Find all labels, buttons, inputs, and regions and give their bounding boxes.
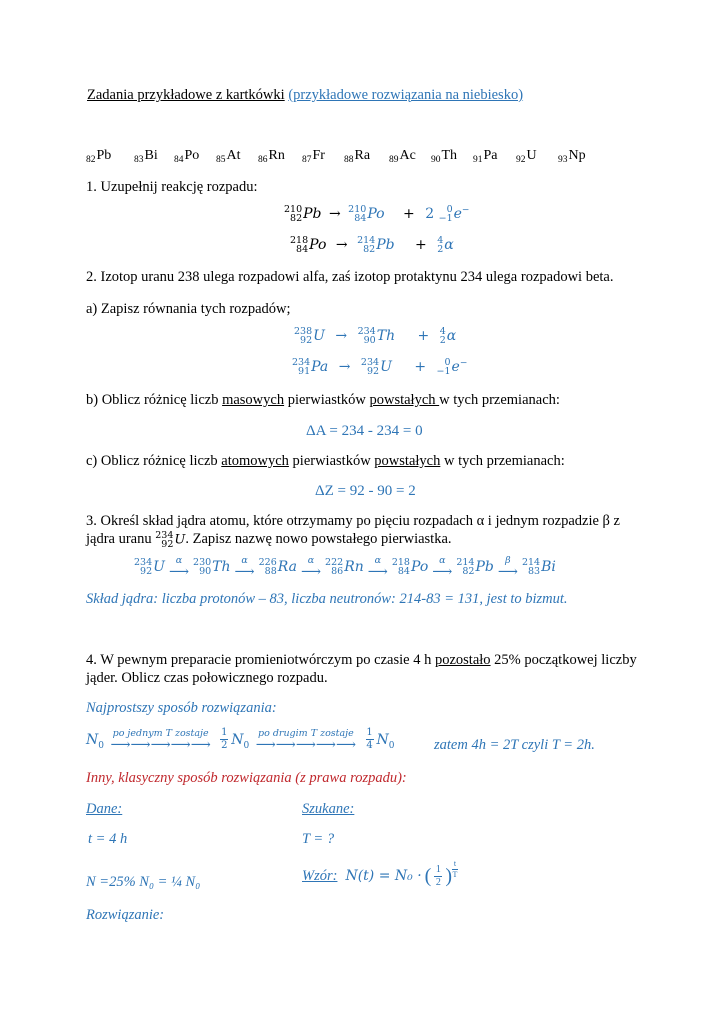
decay-arrow: β ⟶ (497, 555, 518, 580)
element-item: 93Np (558, 148, 586, 165)
fraction-quarter: $\frac{1}{4}$ (366, 727, 373, 751)
task4-prompt-line2: jąder. Oblicz czas połowicznego rozpadu. (86, 670, 328, 686)
decay-arrow: α ⟶ (367, 555, 388, 580)
task3-answer: Skład jądra: liczba protonów – 83, liczba neutronów: 214-83 = 131, jest to bizmut. (86, 591, 568, 607)
element-item: 82Pb (86, 148, 112, 165)
task1-prompt: 1. Uzupełnij reakcję rozpadu: (86, 179, 258, 195)
classic-method-heading: Inny, klasyczny sposób rozwiązania (z prawa rozpadu): (86, 770, 407, 786)
formula-label: Wzór: (302, 868, 338, 884)
task2-b-prompt: b) Oblicz różnicę liczb masowych pierwiastków powstałych w tych przemianach: (86, 392, 560, 408)
half-life-chain: $N_0$ po jednym T zostaje ⟶⟶⟶⟶⟶ $\frac{1}{2}$ $N_0$ po drugim T zostaje ⟶⟶⟶⟶⟶ $\frac{1}{4}$ $N_0$ (86, 727, 395, 753)
element-item: 89Ac (389, 148, 416, 165)
task2-equation-2: 234 91 Pa → 234 92 U + 0 −1 e− (292, 357, 468, 377)
element-item: 84Po (174, 148, 200, 165)
decay-arrow: α ⟶ (168, 555, 190, 580)
task2-c-answer: ΔZ = 92 - 90 = 2 (315, 483, 416, 499)
simple-method-conclusion: zatem 4h = 2T czyli T = 2h. (434, 737, 595, 753)
task2-a-prompt: a) Zapisz równania tych rozpadów; (86, 301, 291, 317)
task3-prompt-line1: 3. Określ skład jądra atomu, które otrzymamy po pięciu rozpadach α i jednym rozpadzie β z (86, 513, 620, 529)
chain-nuclide: 214 83 Bi (521, 557, 556, 577)
unknown-label: Szukane: (302, 801, 355, 817)
element-item: 90Th (431, 148, 458, 165)
arrow-after-first-T: po jednym T zostaje ⟶⟶⟶⟶⟶ (110, 727, 211, 753)
given-time: t = 4 h (88, 831, 128, 847)
title-note: (przykładowe rozwiązania na niebiesko) (288, 87, 524, 103)
solution-label: Rozwiązanie: (86, 907, 165, 923)
document-title (87, 86, 523, 104)
element-list (86, 146, 598, 165)
chain-nuclide: 214 82 Pb (456, 557, 494, 577)
decay-arrow: α ⟶ (300, 555, 322, 580)
decay-arrow: α ⟶ (234, 555, 255, 580)
task1-equation-2: 218 84 Po → 214 82 Pb + 4 2 α (290, 235, 454, 255)
task2-equation-1: 238 92 U → 234 90 Th + 4 2 α (294, 326, 457, 346)
decay-chain (134, 556, 556, 578)
element-item: 88Ra (344, 148, 371, 165)
task1-equation-1: 210 82 Pb → 210 84 Po + 2 0 −1 e− (284, 204, 470, 224)
chain-nuclide: 218 84 Po (391, 557, 429, 577)
element-item: 86Rn (258, 148, 285, 165)
chain-nuclide: 226 88 Ra (258, 557, 297, 577)
element-item: 83Bi (134, 148, 158, 165)
simple-method-heading: Najprostszy sposób rozwiązania: (86, 700, 277, 716)
given-label: Dane: (86, 801, 123, 817)
task2-b-answer: ΔA = 234 - 234 = 0 (306, 423, 423, 439)
fraction-half: $\frac{1}{2}$ (221, 727, 228, 751)
element-item: 87Fr (302, 148, 325, 165)
element-item: 85At (216, 148, 241, 165)
task4-prompt-line1: 4. W pewnym preparacie promieniotwórczym po czasie 4 h pozostało 25% początkowej liczby (86, 652, 637, 668)
decay-arrow: α ⟶ (432, 555, 453, 580)
title-main: Zadania przykładowe z kartkówki (87, 87, 285, 103)
given-count: N =25% N₀ = ¼ N₀ (86, 874, 201, 890)
task2-prompt: 2. Izotop uranu 238 ulega rozpadowi alfa, zaś izotop protaktynu 234 ulega rozpadowi beta. (86, 269, 614, 285)
arrow-after-second-T: po drugim T zostaje ⟶⟶⟶⟶⟶ (255, 727, 357, 753)
task3-prompt-line2: jądra uranu 234 92 U. Zapisz nazwę nowo powstałego pierwiastka. (86, 529, 452, 550)
unknown-half-life: T = ? (302, 831, 335, 847)
decay-law-formula: Wzór: N(t) = N₀ · ( $\frac{1}{2}$ ) $\frac{t}{T}$ (302, 859, 458, 888)
element-item: 92U (516, 148, 537, 165)
chain-nuclide: 234 92 U (134, 557, 165, 577)
element-item: 91Pa (473, 148, 498, 165)
chain-nuclide: 222 86 Rn (325, 557, 364, 577)
task2-c-prompt: c) Oblicz różnicę liczb atomowych pierwiastków powstałych w tych przemianach: (86, 453, 565, 469)
chain-nuclide: 230 90 Th (193, 557, 231, 577)
